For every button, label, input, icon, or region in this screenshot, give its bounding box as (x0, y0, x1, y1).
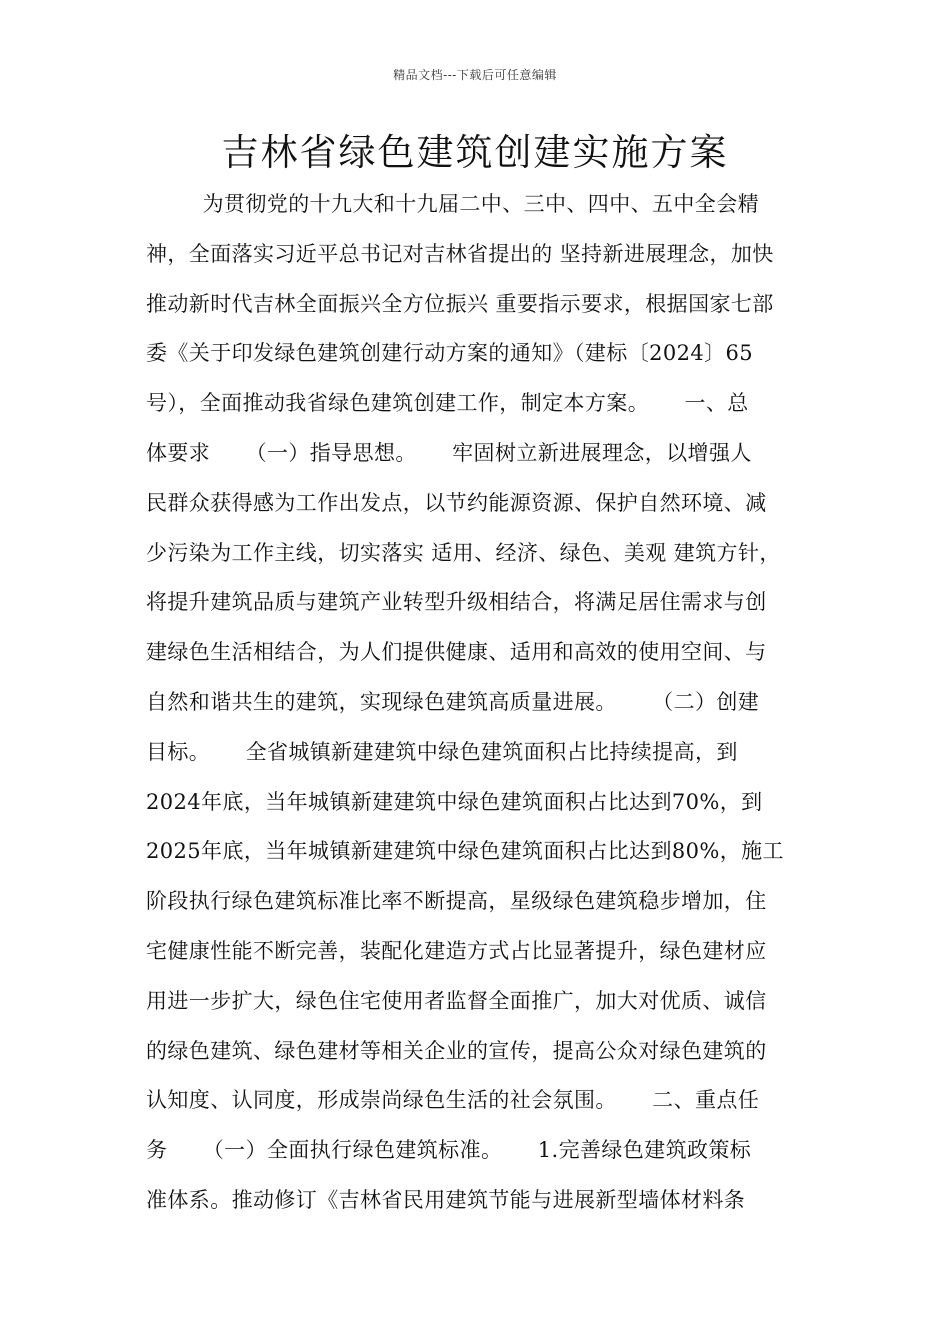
body-line: 2025年底，当年城镇新建建筑中绿色建筑面积占比达到80%，施工 (146, 839, 784, 864)
body-line: 准体系。推动修订《吉林省民用建筑节能与进展新型墙体材料条 (146, 1187, 746, 1212)
body-line: 目标。 全省城镇新建建筑中绿色建筑面积占比持续提高，到 (146, 739, 738, 764)
body-line: 自然和谐共生的建筑，实现绿色建筑高质量进展。 （二）创建 (146, 689, 760, 714)
body-line: 建绿色生活相结合，为人们提供健康、适用和高效的使用空间、与 (146, 640, 767, 665)
body-line: 为贯彻党的十九大和十九届二中、三中、四中、五中全会精 (146, 192, 759, 216)
body-line: 少污染为工作主线，切实落实 适用、经济、绿色、美观 建筑方针， (146, 540, 781, 565)
body-line: 神，全面落实习近平总书记对吉林省提出的 坚持新进展理念，加快 (146, 241, 774, 266)
body-line: 宅健康性能不断完善，装配化建造方式占比显著提升，绿色建材应 (146, 938, 767, 963)
body-line: 阶段执行绿色建筑标准比率不断提高，星级绿色建筑稳步增加，住 (146, 889, 767, 914)
body-line: 将提升建筑品质与建筑产业转型升级相结合，将满足居住需求与创 (146, 590, 767, 615)
body-line: 用进一步扩大，绿色住宅使用者监督全面推广，加大对优质、诚信 (146, 988, 767, 1013)
body-line: 推动新时代吉林全面振兴全方位振兴 重要指示要求，根据国家七部 (146, 291, 774, 316)
body-line: 的绿色建筑、绿色建材等相关企业的宣传，提高公众对绿色建筑的 (146, 1038, 767, 1063)
body-line: 认知度、认同度，形成崇尚绿色生活的社会氛围。 二、重点任 (146, 1088, 760, 1113)
document-body (146, 180, 806, 1226)
document-title: 吉林省绿色建筑创建实施方案 (221, 131, 729, 174)
body-line: 号），全面推动我省绿色建筑创建工作，制定本方案。 一、总 (146, 391, 749, 416)
header-note: 精品文档---下载后可任意编辑 (393, 68, 557, 82)
body-line: 委《关于印发绿色建筑创建行动方案的通知》（建标〔2024〕65 (146, 341, 754, 366)
body-line: 2024年底，当年城镇新建建筑中绿色建筑面积占比达到70%，到 (146, 789, 763, 814)
body-line: 体要求 （一）指导思想。 牢固树立新进展理念，以增强人 (146, 440, 752, 465)
body-line: 民群众获得感为工作出发点，以节约能源资源、保护自然环境、减 (146, 490, 767, 515)
body-line: 务 （一）全面执行绿色建筑标准。 1.完善绿色建筑政策标 (146, 1138, 752, 1163)
